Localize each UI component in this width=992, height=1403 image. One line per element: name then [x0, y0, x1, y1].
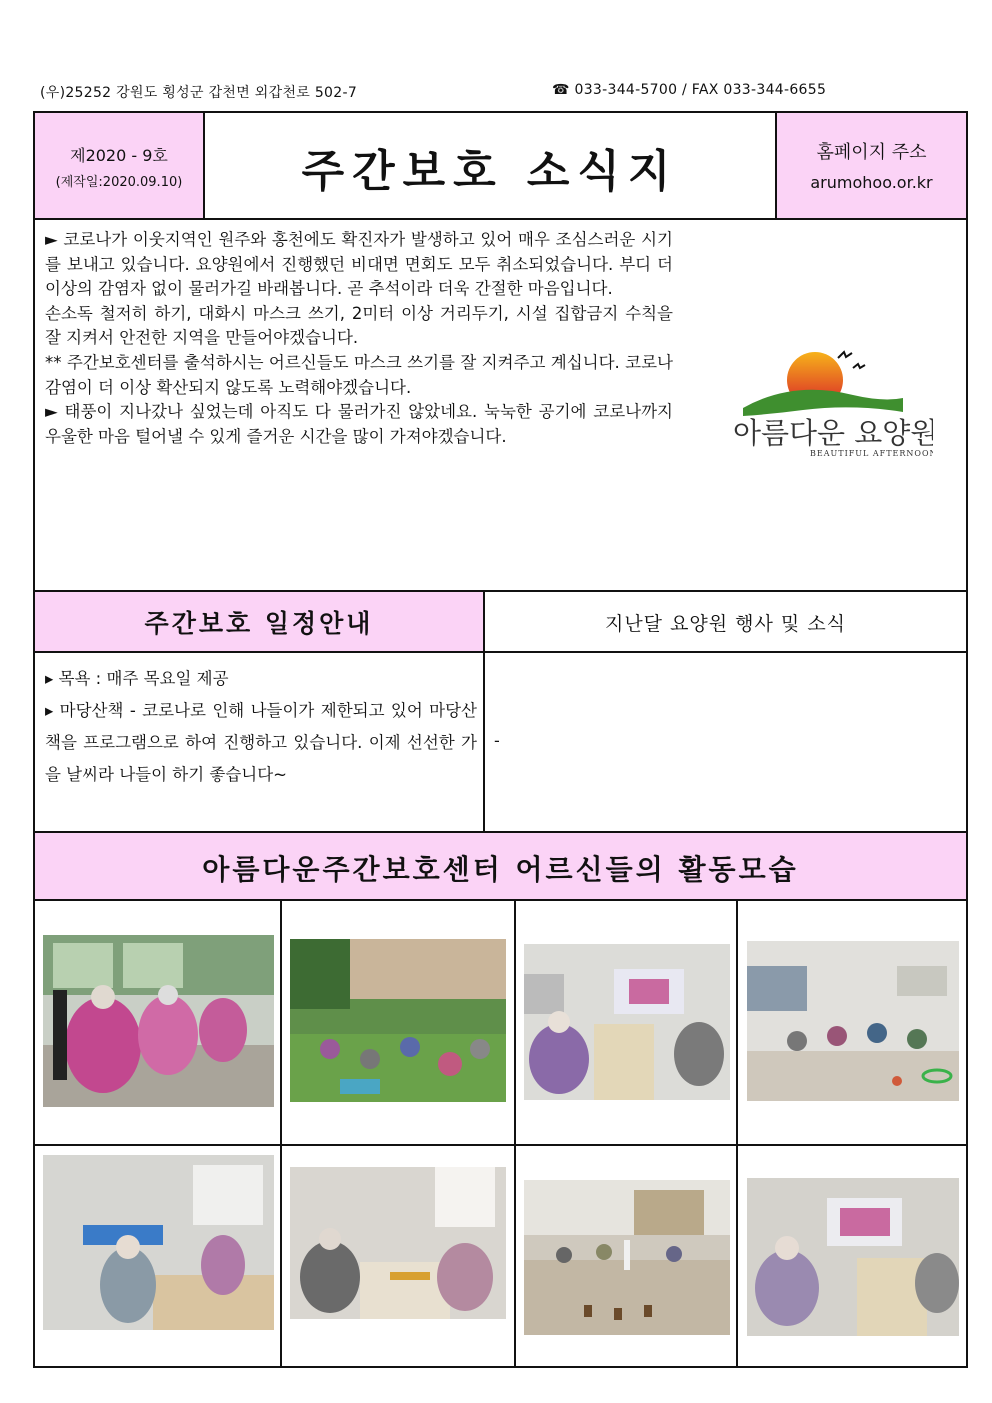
newsletter-sheet: [33, 111, 968, 1368]
activity-photo: [43, 935, 274, 1107]
schedule-title: 주간보호 일정안내: [144, 609, 374, 638]
activity-photo: [290, 1167, 506, 1319]
photo-cell: [35, 1144, 282, 1366]
newsletter-header: [35, 113, 966, 220]
schedule-headers: [35, 592, 966, 653]
activity-photo: [524, 1180, 730, 1335]
homepage-info: [777, 113, 966, 218]
activity-photo: [43, 1155, 274, 1330]
schedule-title-cell: [35, 592, 485, 651]
photo-cell: [516, 901, 738, 1144]
schedule-item: ▸ 마당산책 - 코로나로 인해 나들이가 제한되고 있어 마당산책을 프로그램으로 하여 진행하고 있습니다. 이제 선선한 가을 날씨라 나들이 하기 좋습니다~: [45, 701, 477, 784]
top-contact-line: [40, 82, 940, 104]
bird-icon: [853, 364, 865, 368]
photo-cell: [516, 1144, 738, 1366]
intro-paragraph: ** 주간보호센터를 출석하시는 어르신들도 마스크 쓰기를 잘 지켜주고 계십니다. 코로나 감염이 더 이상 확산되지 않도록 노력해야겠습니다.: [45, 352, 673, 397]
contact-info: [552, 82, 826, 98]
logo-text: 아름다운 요양원: [733, 416, 933, 450]
logo-subtext: BEAUTIFUL AFTERNOON: [810, 449, 933, 458]
logo-graphic: [703, 340, 933, 460]
phone-fax-numbers: 033-344-5700 / FAX 033-344-6655: [574, 82, 827, 98]
issue-number: 제2020 - 9호: [70, 146, 168, 165]
photo-cell: [282, 901, 516, 1144]
activities-title: 아름다운주간보호센터 어르신들의 활동모습: [202, 853, 799, 886]
news-title-cell: [485, 592, 966, 651]
issue-info: [35, 113, 205, 218]
news-content: [485, 653, 966, 831]
center-address: (우)25252 강원도 횡성군 갑천면 외갑천로 502-7: [40, 85, 358, 101]
intro-paragraph: ► 코로나가 이웃지역인 원주와 홍천에도 확진자가 발생하고 있어 매우 조심스러운 시기를 보내고 있습니다. 요양원에서 진행했던 비대면 면회도 모두 취소되었습니다. 부디 더 이상의 감염자 없이 물러가길 바래봅니다. 곧 추석이라 더욱 간절한 마음입니다.: [45, 230, 673, 299]
activity-photo-grid: [35, 901, 966, 1366]
activity-photo: [747, 941, 959, 1101]
homepage-url[interactable]: arumohoo.or.kr: [810, 173, 933, 192]
schedule-section: [35, 653, 966, 833]
activities-header: [35, 833, 966, 901]
intro-paragraph: 손소독 철저히 하기, 대화시 마스크 쓰기, 2미터 이상 거리두기, 시설 집합금지 수칙을 잘 지켜서 안전한 지역을 만들어야겠습니다.: [45, 303, 673, 348]
photo-cell: [738, 1144, 966, 1366]
issue-date: (제작일:2020.09.10): [55, 175, 183, 190]
intro-section: [35, 220, 966, 592]
activity-photo: [524, 944, 730, 1100]
photo-cell: [738, 901, 966, 1144]
activity-photo: [747, 1178, 959, 1336]
homepage-label: 홈페이지 주소: [816, 142, 927, 163]
photo-cell: [35, 901, 282, 1144]
photo-cell: [282, 1144, 516, 1366]
schedule-content: [35, 653, 485, 831]
newsletter-title-cell: [205, 113, 777, 218]
telephone-icon: ☎: [552, 82, 570, 98]
bird-icon: [838, 352, 852, 358]
news-text: -: [494, 731, 500, 750]
activity-photo: [290, 939, 506, 1102]
hill-icon: [743, 390, 903, 416]
nursing-home-logo: [703, 340, 933, 460]
newsletter-title: 주간보호 소식지: [301, 146, 679, 197]
intro-paragraph: ► 태풍이 지나갔나 싶었는데 아직도 다 물러가진 않았네요. 눅눅한 공기에 코로나까지 우울한 마음 털어낼 수 있게 즐거운 시간을 많이 가져야겠습니다.: [45, 402, 673, 446]
news-title: 지난달 요양원 행사 및 소식: [604, 613, 847, 635]
intro-text: [45, 228, 673, 449]
schedule-item: ▸ 목욕 : 매주 목요일 제공: [45, 669, 229, 688]
